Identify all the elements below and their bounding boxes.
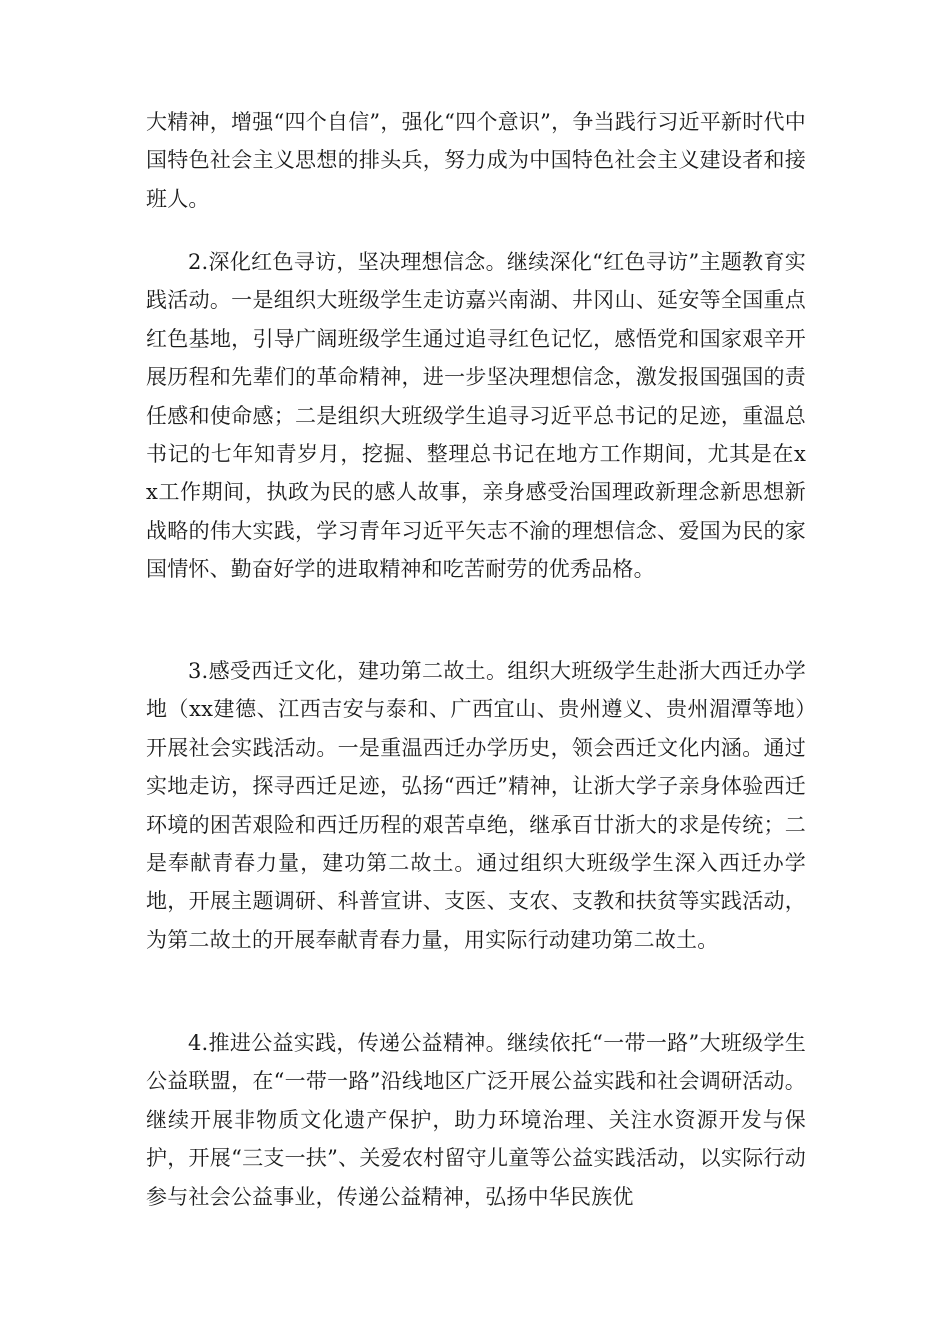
paragraph-red-visit: 2.深化红色寻访，坚决理想信念。继续深化“红色寻访”主题教育实践活动。一是组织大班级学生走访嘉兴南湖、井冈山、延安等全国重点红色基地，引导广阔班级学生通过追寻红色记忆，感悟党和国家艰辛开展历程和先辈们的革命精神，进一步坚决理想信念，激发报国强国的责任感和使命感；二是组织大班级学生追寻习近平总书记的足迹，重温总书记的七年知青岁月，挖掘、整理总书记在地方工作期间，尤其是在xx工作期间，执政为民的感人故事，亲身感受治国理政新理念新思想新战略的伟大实践，学习青年习近平矢志不渝的理想信念、爱国为民的家国情怀、勤奋好学的进取精神和吃苦耐劳的优秀品格。	[146, 250, 806, 582]
paragraph-continuation: 大精神，增强“四个自信”，强化“四个意识”，争当践行习近平新时代中国特色社会主义思想的排头兵，努力成为中国特色社会主义建设者和接班人。	[146, 110, 806, 211]
paragraph-public-welfare: 4.推进公益实践，传递公益精神。继续依托“一带一路”大班级学生公益联盟，在“一带一路”沿线地区广泛开展公益实践和社会调研活动。继续开展非物质文化遗产保护，助力环境治理、关注水资源开发与保护，开展“三支一扶”、关爱农村留守儿童等公益实践活动，以实际行动参与社会公益事业，传递公益精神，弘扬中华民族优	[146, 1031, 806, 1209]
paragraph-westward-culture: 3.感受西迁文化，建功第二故土。组织大班级学生赴浙大西迁办学地（xx建德、江西吉安与泰和、广西宜山、贵州遵义、贵州湄潭等地）开展社会实践活动。一是重温西迁办学历史，领会西迁文化内涵。通过实地走访，探寻西迁足迹，弘扬“西迁”精神，让浙大学子亲身体验西迁环境的困苦艰险和西迁历程的艰苦卓绝，继承百廿浙大的求是传统；二是奉献青春力量，建功第二故土。通过组织大班级学生深入西迁办学地，开展主题调研、科普宣讲、支医、支农、支教和扶贫等实践活动，为第二故土的开展奉献青春力量，用实际行动建功第二故土。	[146, 659, 806, 952]
